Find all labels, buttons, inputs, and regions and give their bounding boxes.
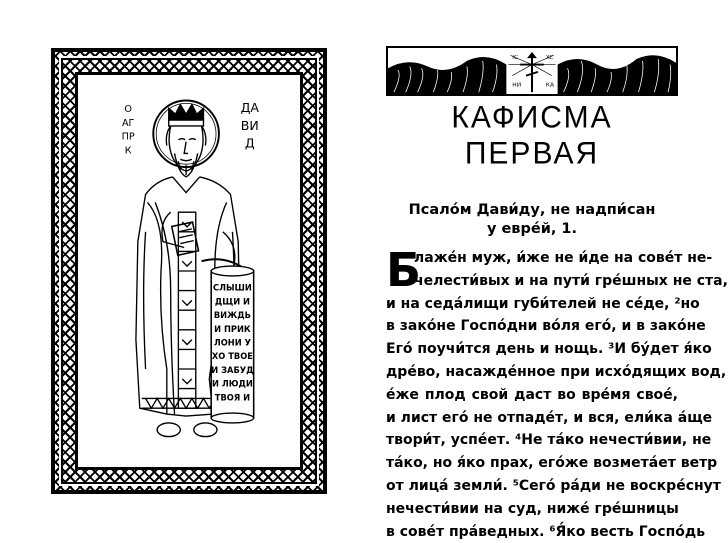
svg-text:НИ: НИ bbox=[512, 82, 522, 89]
psalm-line: Его́ поучи́тся день и нощь. ³И бу́дет я́ко bbox=[386, 341, 712, 358]
inscription-right-2: ВИ bbox=[240, 117, 259, 133]
psalm-line: лаже́н муж, и́же не и́де на сове́т не- bbox=[414, 250, 713, 266]
title-line-1: КАФИСМА bbox=[451, 100, 613, 135]
psalm-heading bbox=[386, 201, 678, 239]
inscription-right-3: Д bbox=[244, 135, 255, 151]
icon-panel bbox=[75, 72, 303, 470]
psalm-heading-line-1: Псало́м Дави́ду, не надпи́сан bbox=[408, 202, 656, 218]
scroll-line-9: ТВОЯ И bbox=[214, 392, 251, 403]
inscription-left-4: К bbox=[124, 145, 132, 157]
scroll-line-4: И ПРИК bbox=[214, 323, 251, 334]
psalm-line: нечести́вии на суд, ниже́ гре́шницы bbox=[386, 500, 679, 517]
scroll-line-7: И ЗАБУД bbox=[211, 364, 254, 375]
psalm-text bbox=[386, 243, 728, 543]
title-line-2: ПЕРВАЯ bbox=[464, 136, 600, 171]
icon-ornamental-frame bbox=[51, 48, 327, 494]
psalm-line: дре́во, насажде́нное при исхо́дящих вод, bbox=[386, 363, 727, 380]
svg-text:XC: XC bbox=[545, 55, 554, 61]
scroll-line-3: ВИЖДЬ bbox=[213, 309, 252, 321]
psalm-line: челести́вых и на пути́ гре́шных не ста, bbox=[414, 272, 728, 289]
psalm-line: и лист его́ не отпаде́т, и вся, ели́ка а́ще bbox=[386, 409, 713, 426]
psalm-line: от лица́ земли́. ⁵Сего́ ра́ди не воскре́снут bbox=[386, 477, 721, 494]
psalm-line: и на седа́лищи губи́телей не се́де, ²но bbox=[386, 295, 700, 312]
inscription-left-1: О bbox=[124, 104, 132, 116]
svg-text:КА: КА bbox=[545, 82, 555, 89]
scroll-line-8: И ЛЮДИ bbox=[212, 378, 253, 389]
ornamental-headpiece bbox=[386, 46, 678, 96]
drop-cap: Б bbox=[386, 243, 422, 297]
inscription-left-2: АГ bbox=[121, 117, 135, 129]
scroll-line-5: ЛОНИ У bbox=[213, 337, 251, 348]
psalm-line: е́же плод свой даст во вре́мя свое́, bbox=[386, 386, 678, 403]
scroll-line-2: ДЩИ И bbox=[214, 296, 251, 307]
psalm-heading-line-2: у евре́й, 1. bbox=[486, 221, 578, 237]
kathisma-title bbox=[386, 100, 678, 171]
scroll-line-6: ХО ТВОЕ bbox=[211, 351, 253, 362]
landscape-cross-engraving bbox=[388, 48, 676, 94]
svg-text:IC: IC bbox=[512, 55, 519, 61]
inscription-right-1: ДА bbox=[240, 100, 259, 116]
king-david-icon bbox=[78, 75, 300, 467]
psalm-line: в зако́не Госпо́дни во́ля его́, и в зако́не bbox=[386, 318, 706, 335]
psalm-line: та́ко, но я́ко прах, его́же возмета́ет ветр bbox=[386, 455, 718, 472]
psalm-line: твори́т, успе́ет. ⁴Не та́ко нечести́вии, не bbox=[386, 432, 712, 449]
inscription-left-3: ПР bbox=[121, 131, 135, 143]
scroll-line-1: СЛЫШИ bbox=[213, 282, 252, 293]
psalm-line: в сове́т пра́ведных. ⁶Я́ко весть Госпо́дь bbox=[386, 523, 706, 540]
